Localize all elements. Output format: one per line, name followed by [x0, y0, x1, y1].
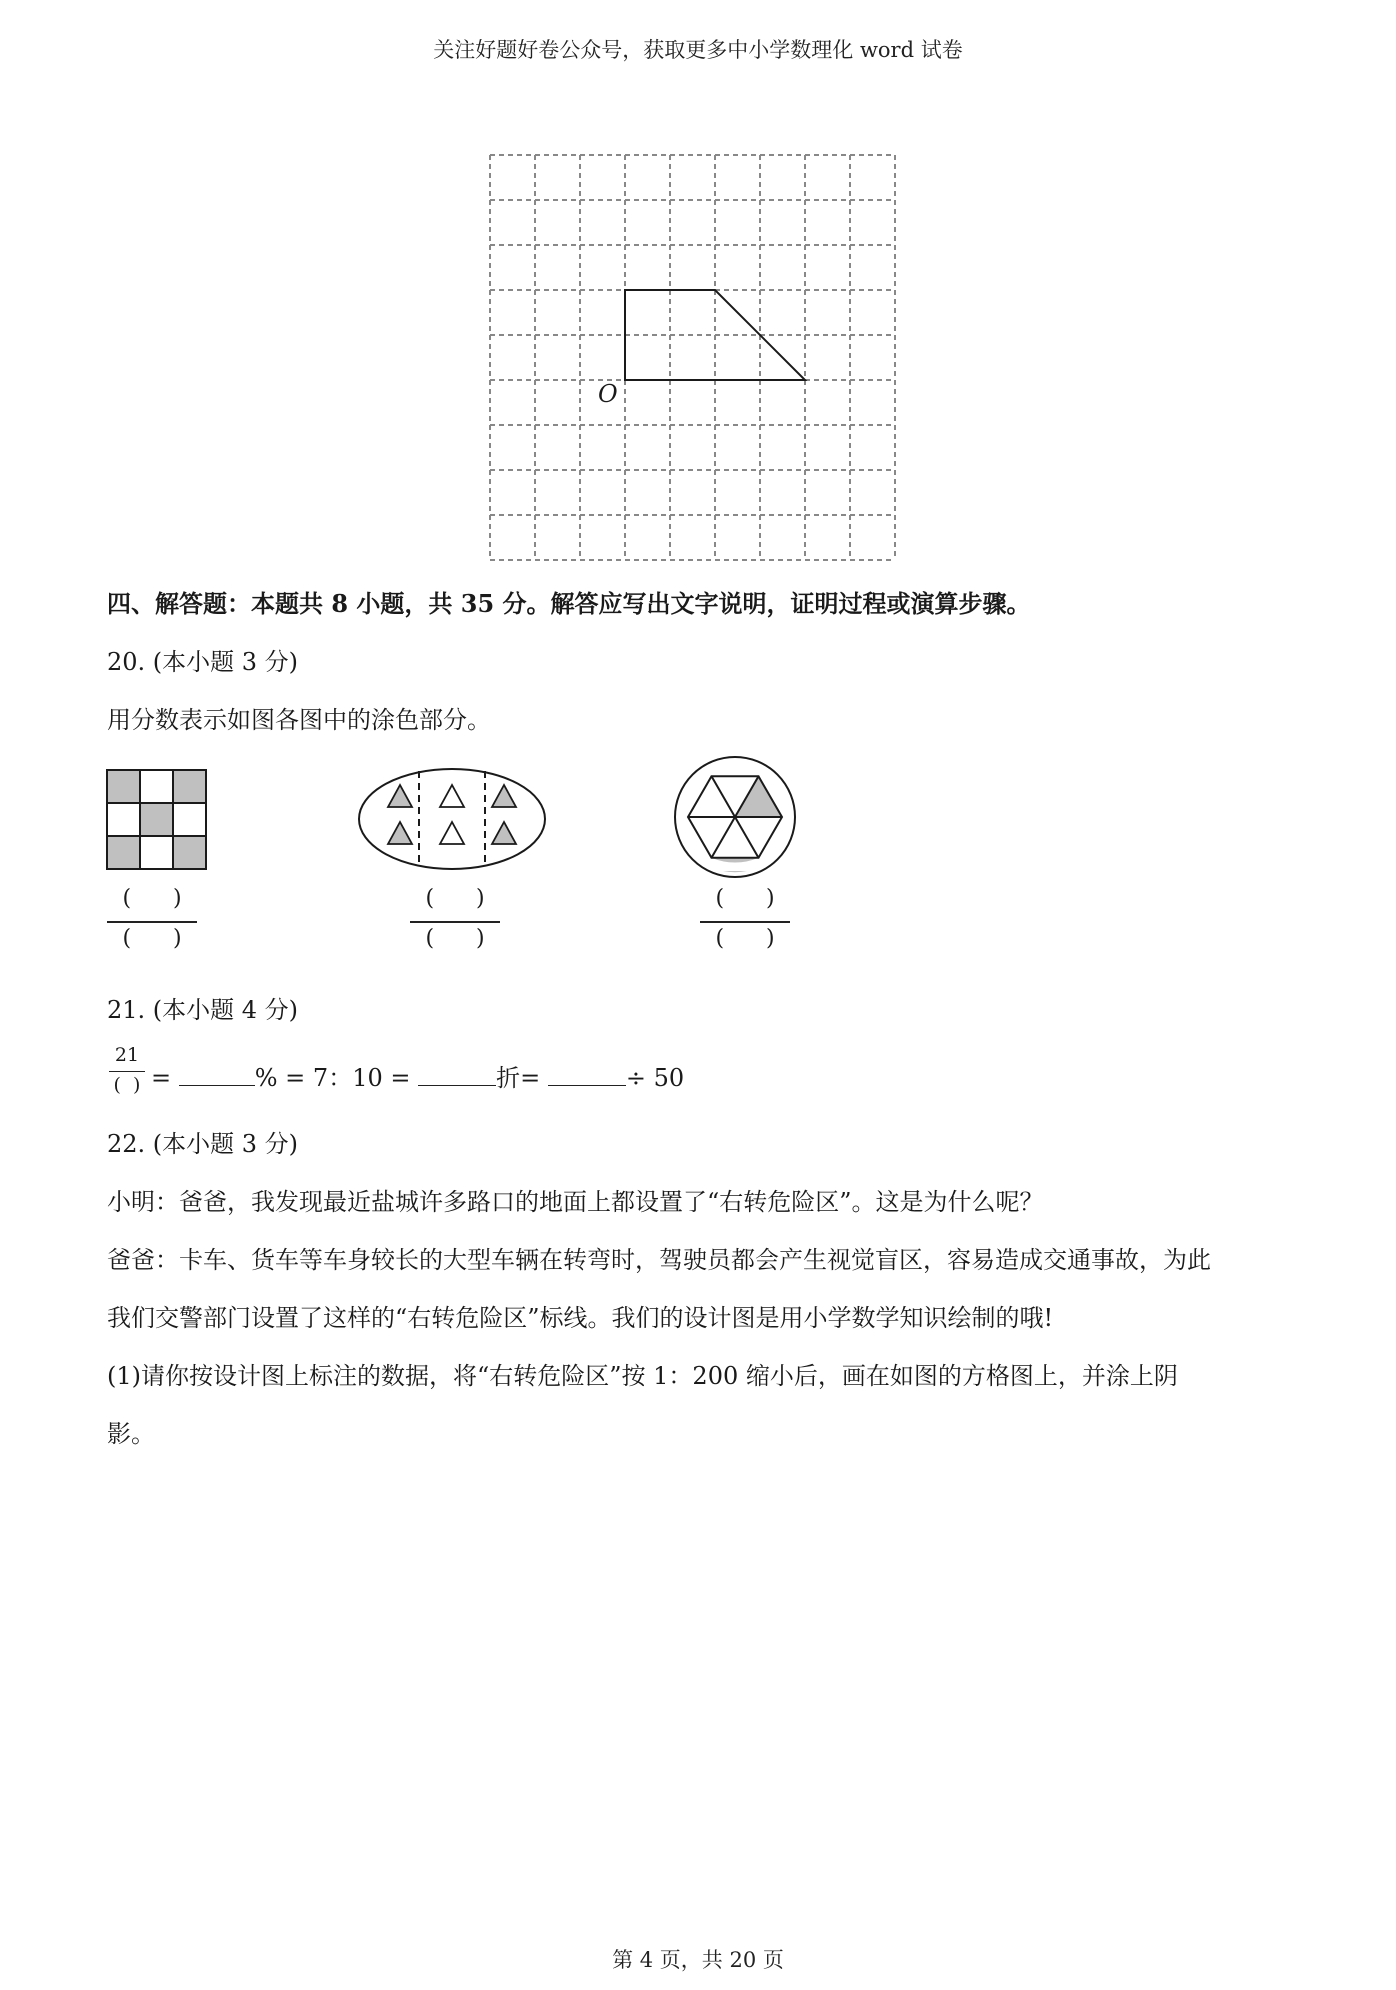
q21-blank-2[interactable]: [418, 1065, 496, 1086]
answer-numerator: ( ): [425, 886, 485, 911]
q20-heading: 20. (本小题 3 分): [107, 648, 299, 676]
section-4-title: 四、解答题：本题共 8 小题，共 35 分。解答应写出文字说明，证明过程或演算步骤。: [107, 589, 1031, 618]
q20-answer-1[interactable]: [107, 886, 197, 956]
q21-zhe-text: 折=: [496, 1064, 541, 1092]
dashed-grid: [490, 155, 895, 560]
q21-blank-3[interactable]: [548, 1065, 626, 1086]
q22-line-4: (1)请你按设计图上标注的数据，将“右转危险区”按 1：200 缩小后，画在如图的方格图上，并涂上阴: [107, 1362, 1178, 1390]
origin-label: O: [598, 380, 618, 408]
grid-figure: [485, 150, 905, 570]
q20-answer-2[interactable]: [410, 886, 500, 956]
page-header: 关注好题好卷公众号，获取更多中小学数理化 word 试卷: [433, 38, 963, 62]
q21-frac-den: ( ): [113, 1074, 141, 1096]
q21-fraction: [109, 1044, 145, 1100]
q21-frac-num: 21: [114, 1044, 140, 1066]
q22-line-5: 影。: [107, 1420, 155, 1448]
answer-denominator: ( ): [715, 926, 775, 951]
answer-numerator: ( ): [715, 886, 775, 911]
q21-divide-text: ÷ 50: [625, 1064, 685, 1092]
q22-heading: 22. (本小题 3 分): [107, 1130, 299, 1158]
q22-line-2: 爸爸：卡车、货车等车身较长的大型车辆在转弯时，驾驶员都会产生视觉盲区，容易造成交通事故，为此: [107, 1246, 1211, 1274]
q20-prompt: 用分数表示如图各图中的涂色部分。: [107, 706, 491, 734]
page-footer: 第 4 页，共 20 页: [612, 1948, 784, 1972]
q20-figure-ellipse: [355, 765, 550, 875]
q21-eq-sign: =: [151, 1064, 172, 1092]
q21-percent-text: % = 7：10 =: [254, 1064, 411, 1092]
q21-blank-1[interactable]: [179, 1065, 255, 1086]
q21-equation: [107, 1044, 807, 1100]
q20-figure-hexagon: [670, 755, 800, 885]
answer-denominator: ( ): [425, 926, 485, 951]
answer-denominator: ( ): [122, 926, 182, 951]
q20-figure-grid: [105, 768, 209, 872]
q22-line-1: 小明：爸爸，我发现最近盐城许多路口的地面上都设置了“右转危险区”。这是为什么呢？: [107, 1188, 1044, 1216]
q22-line-3: 我们交警部门设置了这样的“右转危险区”标线。我们的设计图是用小学数学知识绘制的哦!: [107, 1304, 1054, 1332]
q20-answer-3[interactable]: [700, 886, 790, 956]
answer-numerator: ( ): [122, 886, 182, 911]
q21-heading: 21. (本小题 4 分): [107, 996, 299, 1024]
